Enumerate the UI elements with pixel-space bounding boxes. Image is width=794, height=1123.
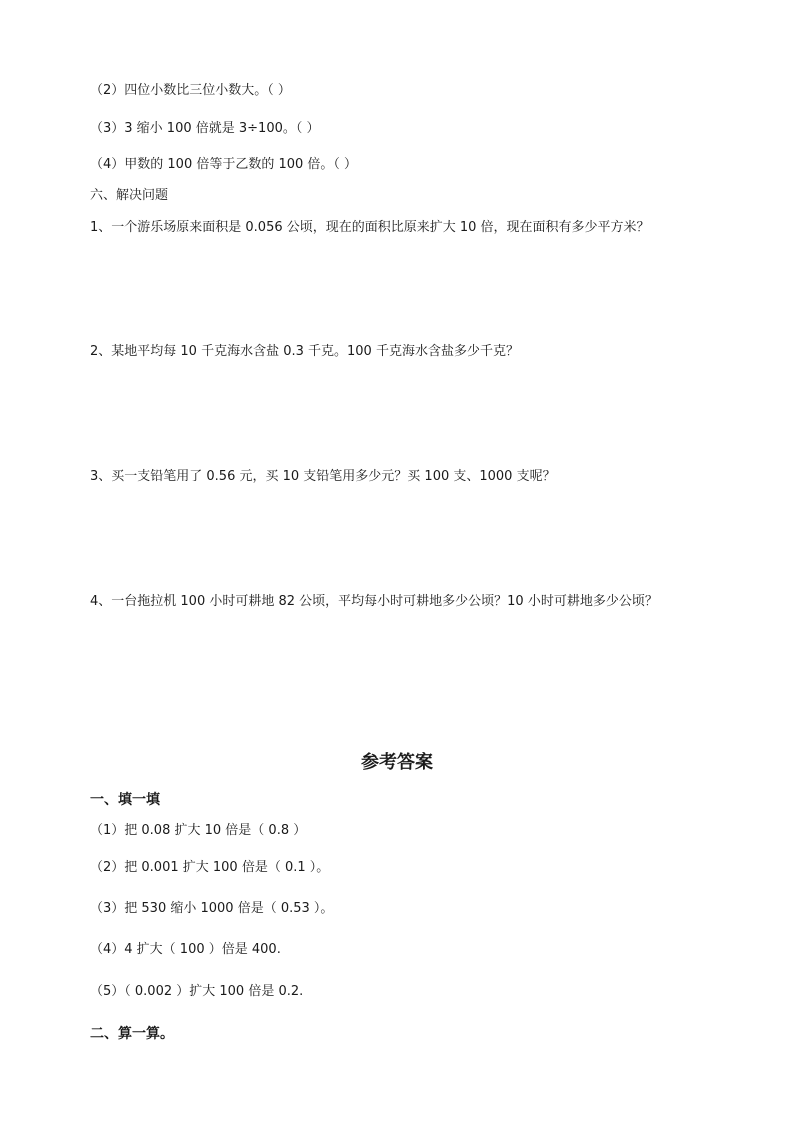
answer-item-4: （4）4 扩大（ 100 ）倍是 400.: [90, 942, 281, 957]
answer-item-2: （2）把 0.001 扩大 100 倍是（ 0.1 ）。: [90, 860, 330, 875]
problem-3: 3、买一支铅笔用了 0.56 元，买 10 支铅笔用多少元？买 100 支、1000 支呢？: [90, 469, 556, 484]
problem-1: 1、一个游乐场原来面积是 0.056 公顷，现在的面积比原来扩大 10 倍，现在面积有多少平方米？: [90, 220, 650, 235]
answers-section1-heading: 一、填一填: [90, 792, 160, 808]
answer-item-1: （1）把 0.08 扩大 10 倍是（ 0.8 ）: [90, 823, 307, 838]
problem-4: 4、一台拖拉机 100 小时可耕地 82 公顷，平均每小时可耕地多少公顷？10 小时可耕地多少公顷？: [90, 594, 658, 609]
answer-item-3: （3）把 530 缩小 1000 倍是（ 0.53 ）。: [90, 901, 334, 916]
answers-section2-heading: 二、算一算。: [90, 1026, 174, 1042]
problem-2: 2、某地平均每 10 千克海水含盐 0.3 千克。100 千克海水含盐多少千克？: [90, 344, 519, 359]
judgement-item-3: （3）3 缩小 100 倍就是 3÷100。（ ）: [90, 121, 320, 136]
problems-heading: 六、解决问题: [90, 188, 169, 203]
answers-title: 参考答案: [361, 752, 433, 773]
answer-item-5: （5）（ 0.002 ）扩大 100 倍是 0.2.: [90, 984, 304, 999]
judgement-item-2: （2）四位小数比三位小数大。（ ）: [90, 83, 291, 98]
judgement-item-4: （4）甲数的 100 倍等于乙数的 100 倍。（ ）: [90, 157, 358, 172]
